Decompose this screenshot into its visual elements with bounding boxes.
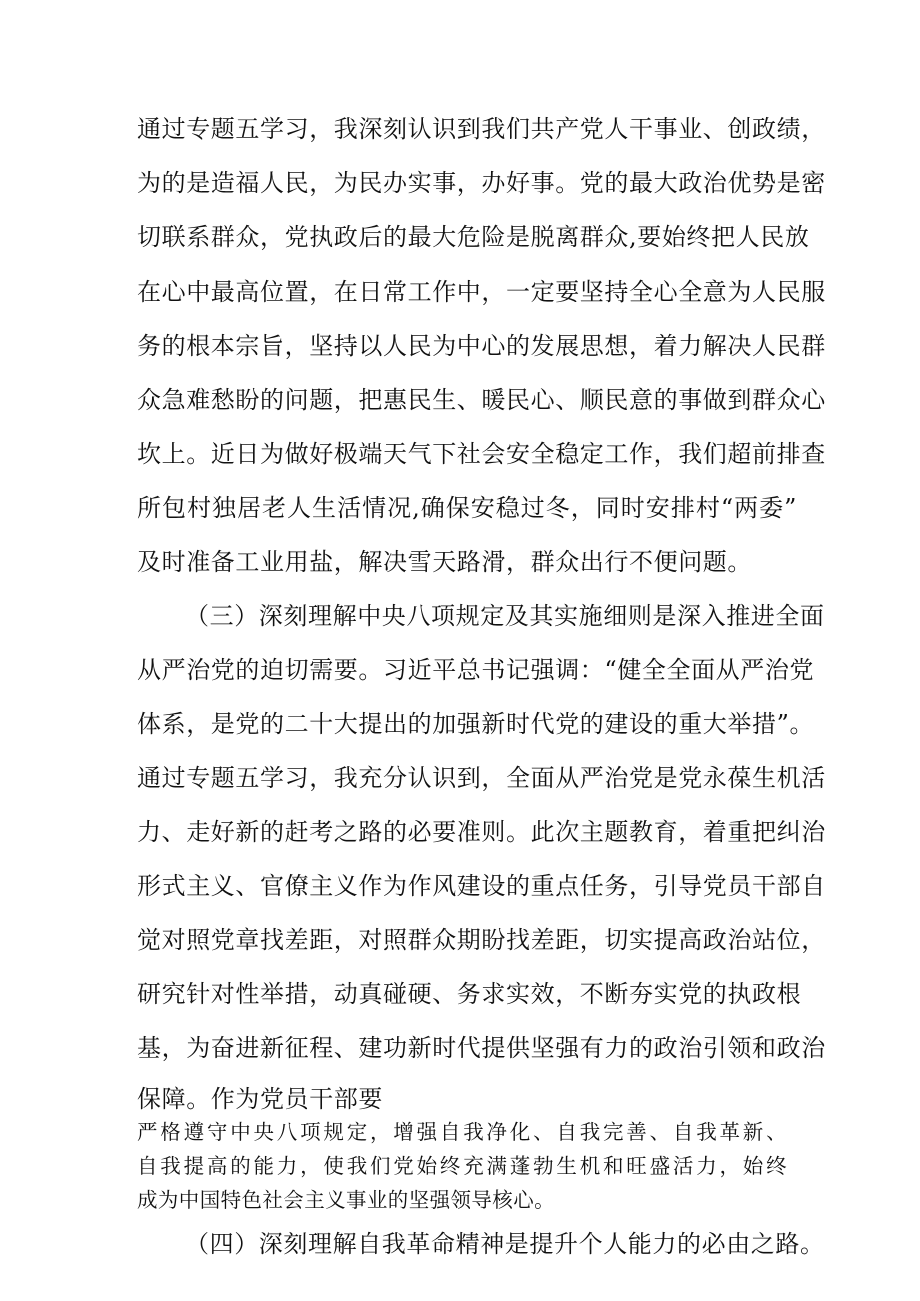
text-line: 及时准备工业用盐，解决雪天路滑，群众出行不便问题。 — [137, 548, 752, 576]
text-line: 切联系群众，党执政后的最大危险是脱离群众,要始终把人民放 — [137, 223, 810, 251]
text-line: 研究针对性举措，动真碰硬、务求实效，不断夯实党的执政根 — [137, 980, 802, 1008]
text-line: 所包村独居老人生活情况,确保安稳过冬，同时安排村“两委” — [137, 494, 797, 522]
section-heading-3: （三）深刻理解中央八项规定及其实施细则是深入推进全面 — [185, 602, 825, 630]
text-line: 坎上。近日为做好极端天气下社会安全稳定工作，我们超前排查 — [137, 440, 826, 468]
text-line: 自我提高的能力，使我们党始终充满蓬勃生机和旺盛活力，始终 — [137, 1154, 787, 1178]
text-line: 务的根本宗旨，坚持以人民为中心的发展思想，着力解决人民群 — [137, 332, 826, 360]
text-line: 保障。作为党员干部要 — [137, 1085, 383, 1113]
text-line: 在心中最高位置，在日常工作中，一定要坚持全心全意为人民服 — [137, 278, 826, 306]
section-heading-4: （四）深刻理解自我革命精神是提升个人能力的必由之路。 — [185, 1230, 825, 1258]
text-line: 通过专题五学习，我充分认识到，全面从严治党是党永葆生机活 — [137, 764, 826, 792]
text-line: 通过专题五学习，我深刻认识到我们共产党人干事业、创政绩， — [137, 115, 826, 143]
text-line: 成为中国特色社会主义事业的坚强领导核心。 — [137, 1188, 555, 1212]
text-line: 众急难愁盼的问题，把惠民生、暖民心、顺民意的事做到群众心 — [137, 386, 826, 414]
text-line: 形式主义、官僚主义作为作风建设的重点任务，引导党员干部自 — [137, 872, 826, 900]
text-line: 为的是造福人民，为民办实事，办好事。党的最大政治优势是密 — [137, 169, 826, 197]
text-line: 严格遵守中央八项规定，增强自我净化、自我完善、自我革新、 — [137, 1120, 787, 1144]
text-line: 体系，是党的二十大提出的加强新时代党的建设的重大举措”。 — [137, 710, 815, 738]
text-line: 力、走好新的赶考之路的必要准则。此次主题教育，着重把纠治 — [137, 818, 826, 846]
text-line: 基，为奋进新征程、建功新时代提供坚强有力的政治引领和政治 — [137, 1034, 826, 1062]
text-line: 觉对照党章找差距，对照群众期盼找差距，切实提高政治站位， — [137, 926, 826, 954]
text-line: 从严治党的迫切需要。习近平总书记强调：“健全全面从严治党 — [137, 656, 815, 684]
